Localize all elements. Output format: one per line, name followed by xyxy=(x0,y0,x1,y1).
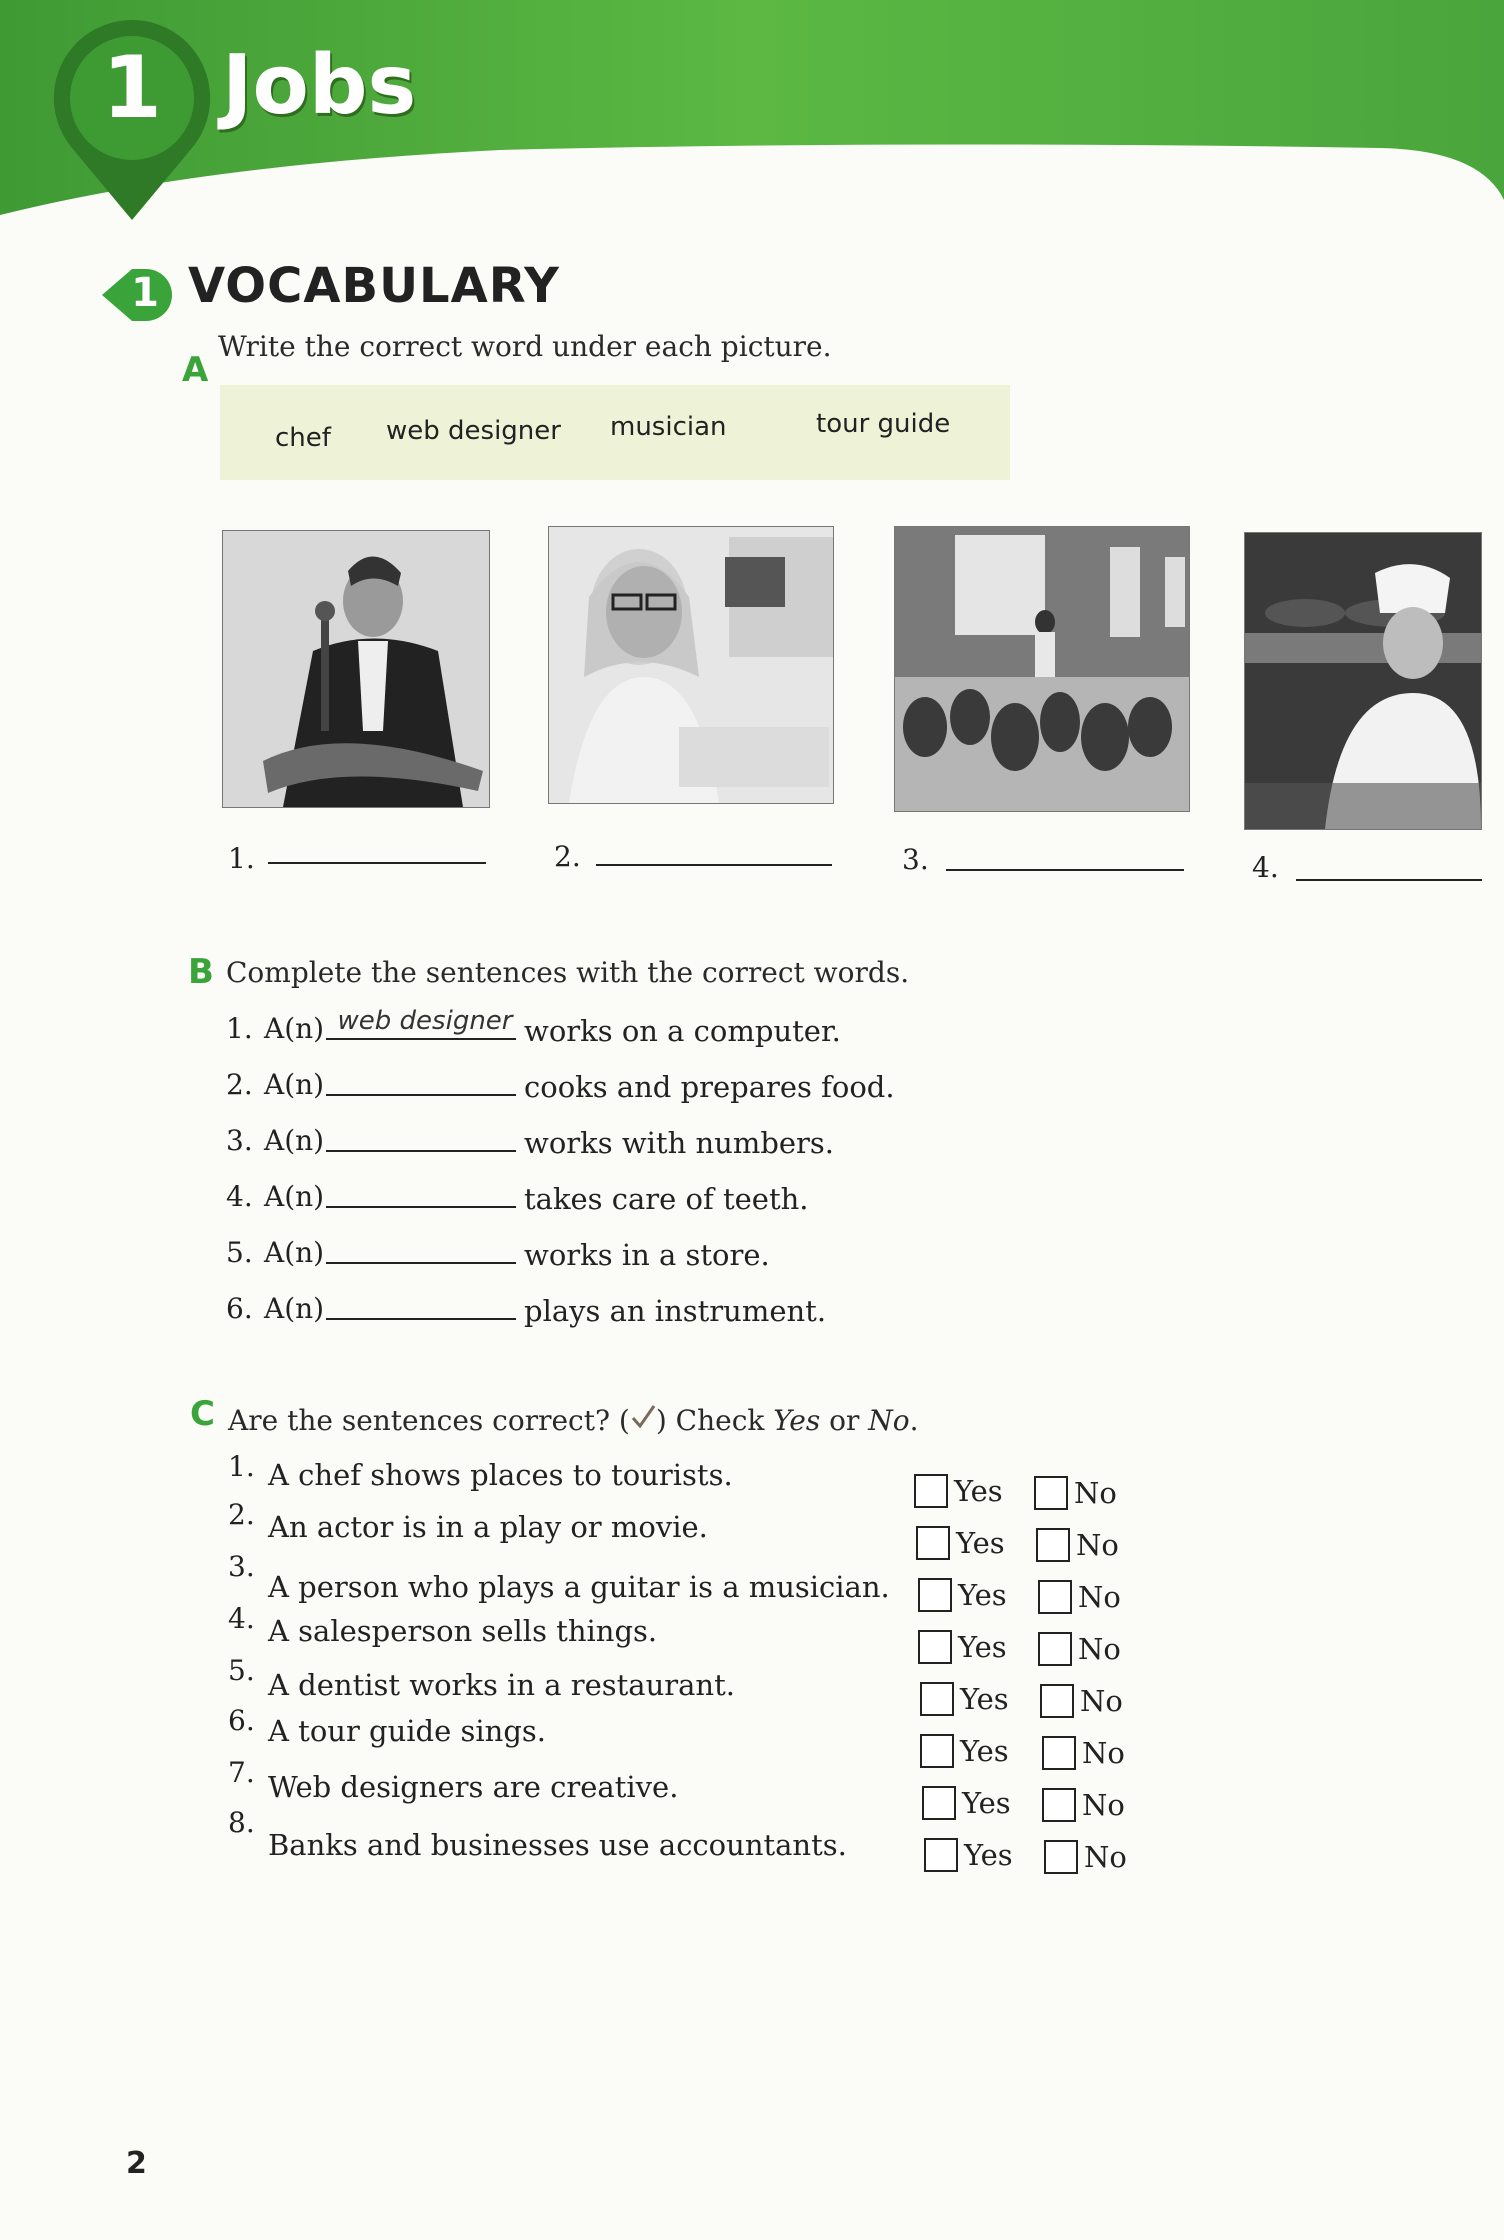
item-text: A chef shows places to tourists. xyxy=(268,1458,733,1492)
answer-line-4[interactable] xyxy=(1296,879,1482,881)
no-checkbox[interactable] xyxy=(1044,1840,1078,1874)
instruction-no: No xyxy=(868,1404,910,1437)
item-number: 5. xyxy=(228,1654,255,1687)
no-label: No xyxy=(1078,1632,1121,1666)
item-number: 1. xyxy=(226,1012,253,1045)
item-text: works in a store. xyxy=(524,1238,770,1272)
picture-number: 3. xyxy=(902,843,929,876)
word-bank xyxy=(220,385,1010,480)
part-c-instruction xyxy=(228,1404,919,1437)
item-text: Web designers are creative. xyxy=(268,1770,679,1804)
yes-label: Yes xyxy=(956,1526,1005,1560)
answer-blank[interactable] xyxy=(326,1038,516,1040)
instruction-text: ) Check xyxy=(655,1404,774,1437)
yes-checkbox[interactable] xyxy=(920,1682,954,1716)
item-prefix: A(n) xyxy=(264,1180,325,1213)
instruction-text: Are the sentences correct? ( xyxy=(228,1404,630,1437)
item-text: plays an instrument. xyxy=(524,1294,827,1328)
yes-checkbox[interactable] xyxy=(918,1578,952,1612)
no-checkbox[interactable] xyxy=(1034,1476,1068,1510)
yes-checkbox[interactable] xyxy=(914,1474,948,1508)
no-checkbox[interactable] xyxy=(1038,1580,1072,1614)
item-prefix: A(n) xyxy=(264,1236,325,1269)
word-bank-item: musician xyxy=(610,412,727,442)
word-bank-item: chef xyxy=(275,423,331,453)
item-number: 4. xyxy=(228,1602,255,1635)
item-number: 2. xyxy=(226,1068,253,1101)
instruction-text: or xyxy=(820,1404,869,1437)
no-label: No xyxy=(1078,1580,1121,1614)
picture-number: 2. xyxy=(554,840,581,873)
yes-label: Yes xyxy=(962,1786,1011,1820)
item-number: 5. xyxy=(226,1236,253,1269)
answer-blank[interactable] xyxy=(326,1318,516,1320)
answer-blank[interactable] xyxy=(326,1094,516,1096)
no-checkbox[interactable] xyxy=(1042,1788,1076,1822)
tour-guide-photo-icon xyxy=(894,526,1190,812)
unit-title: Jobs xyxy=(222,38,417,133)
yes-checkbox[interactable] xyxy=(924,1838,958,1872)
no-checkbox[interactable] xyxy=(1036,1528,1070,1562)
no-label: No xyxy=(1084,1840,1127,1874)
yes-label: Yes xyxy=(960,1682,1009,1716)
yes-label: Yes xyxy=(958,1630,1007,1664)
item-number: 7. xyxy=(228,1756,255,1789)
part-a-instruction: Write the correct word under each picture. xyxy=(218,330,832,363)
item-prefix: A(n) xyxy=(264,1068,325,1101)
answer-line-2[interactable] xyxy=(596,864,832,866)
no-checkbox[interactable] xyxy=(1038,1632,1072,1666)
item-text: A person who plays a guitar is a musician. xyxy=(268,1570,890,1604)
instruction-text: . xyxy=(909,1404,919,1437)
item-prefix: A(n) xyxy=(264,1292,325,1325)
unit-number: 1 xyxy=(102,38,162,138)
no-label: No xyxy=(1076,1528,1119,1562)
no-label: No xyxy=(1082,1788,1125,1822)
answer-blank[interactable] xyxy=(326,1206,516,1208)
yes-label: Yes xyxy=(954,1474,1003,1508)
item-prefix: A(n) xyxy=(264,1012,325,1045)
picture-number: 1. xyxy=(228,842,255,875)
item-prefix: A(n) xyxy=(264,1124,325,1157)
item-number: 4. xyxy=(226,1180,253,1213)
part-c-letter: C xyxy=(190,1394,215,1434)
yes-checkbox[interactable] xyxy=(916,1526,950,1560)
yes-checkbox[interactable] xyxy=(920,1734,954,1768)
item-text: A tour guide sings. xyxy=(268,1714,546,1748)
part-b-letter: B xyxy=(188,952,214,992)
item-text: Banks and businesses use accountants. xyxy=(268,1828,847,1862)
part-a-letter: A xyxy=(182,350,209,390)
sample-answer: web designer xyxy=(337,1006,513,1036)
checkmark-icon xyxy=(630,1404,656,1430)
item-text: A salesperson sells things. xyxy=(268,1614,658,1648)
item-text: cooks and prepares food. xyxy=(524,1070,895,1104)
no-label: No xyxy=(1082,1736,1125,1770)
yes-label: Yes xyxy=(964,1838,1013,1872)
item-number: 1. xyxy=(228,1450,255,1483)
musician-photo-icon xyxy=(222,530,490,808)
item-text: takes care of teeth. xyxy=(524,1182,809,1216)
picture-number: 4. xyxy=(1252,851,1279,884)
item-number: 3. xyxy=(228,1550,255,1583)
yes-checkbox[interactable] xyxy=(922,1786,956,1820)
part-b-instruction: Complete the sentences with the correct words. xyxy=(226,956,910,989)
yes-checkbox[interactable] xyxy=(918,1630,952,1664)
item-number: 8. xyxy=(228,1806,255,1839)
word-bank-item: web designer xyxy=(386,416,561,446)
item-number: 3. xyxy=(226,1124,253,1157)
answer-line-3[interactable] xyxy=(946,869,1184,871)
item-text: An actor is in a play or movie. xyxy=(268,1510,708,1544)
instruction-yes: Yes xyxy=(773,1404,821,1437)
item-number: 6. xyxy=(228,1704,255,1737)
no-checkbox[interactable] xyxy=(1042,1736,1076,1770)
no-checkbox[interactable] xyxy=(1040,1684,1074,1718)
answer-blank[interactable] xyxy=(326,1150,516,1152)
chef-photo-icon xyxy=(1244,532,1482,830)
item-number: 6. xyxy=(226,1292,253,1325)
yes-label: Yes xyxy=(960,1734,1009,1768)
yes-label: Yes xyxy=(958,1578,1007,1612)
item-number: 2. xyxy=(228,1498,255,1531)
answer-line-1[interactable] xyxy=(268,862,486,864)
section-number: 1 xyxy=(131,270,159,316)
word-bank-item: tour guide xyxy=(816,409,951,439)
no-label: No xyxy=(1080,1684,1123,1718)
answer-blank[interactable] xyxy=(326,1262,516,1264)
page-number: 2 xyxy=(126,2146,147,2181)
item-text: A dentist works in a restaurant. xyxy=(268,1668,735,1702)
web-designer-photo-icon xyxy=(548,526,834,804)
no-label: No xyxy=(1074,1476,1117,1510)
section-title: VOCABULARY xyxy=(188,258,560,314)
item-text: works on a computer. xyxy=(524,1014,841,1048)
item-text: works with numbers. xyxy=(524,1126,835,1160)
